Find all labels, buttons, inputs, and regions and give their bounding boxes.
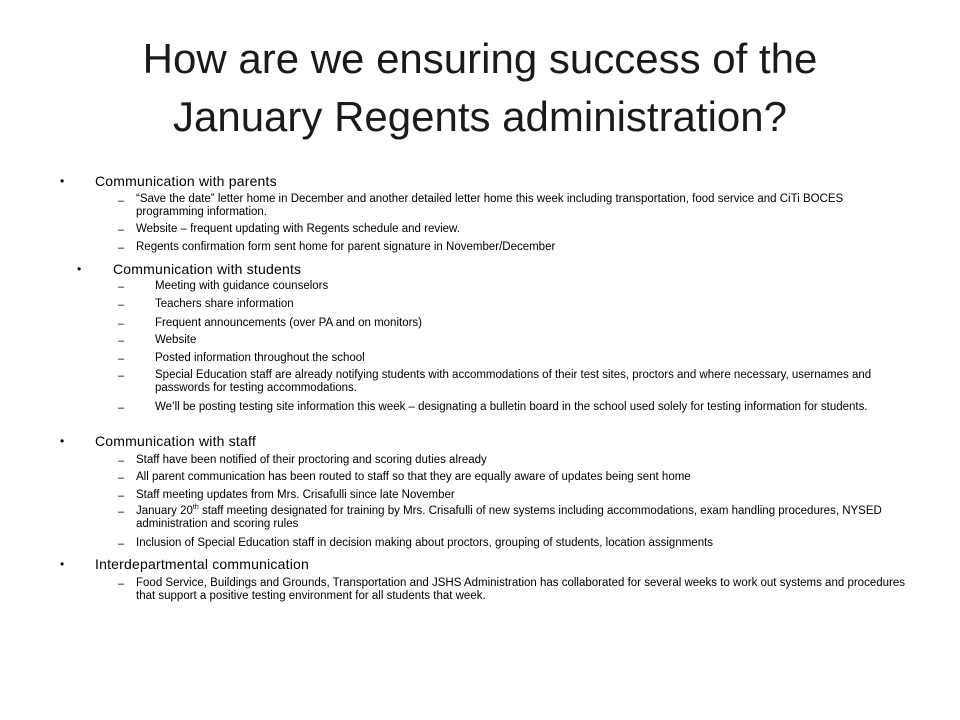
parents-item-1: “Save the date” letter home in December and another detailed letter home this week including transportation, food service and CiTi BOCES programming information.: [136, 193, 844, 218]
students-item-3: Frequent announcements (over PA and on monitors): [155, 317, 422, 329]
dash-icon: –: [118, 538, 125, 550]
parents-item-3: Regents confirmation form sent home for parent signature in November/December: [136, 241, 556, 253]
section-heading-staff: Communication with staff: [95, 433, 256, 449]
interdepartmental-item-1: Food Service, Buildings and Grounds, Transportation and JSHS Administration has collaborated for several weeks to work out systems and procedures that support a positive testing environment for all students that week.: [136, 577, 905, 602]
dash-icon: –: [118, 402, 125, 414]
staff-item-1: Staff have been notified of their proctoring and scoring duties already: [136, 454, 487, 466]
dash-icon: –: [118, 506, 125, 518]
staff-item-4: [136, 505, 906, 531]
students-item-6: Special Education staff are already notifying students with accommodations of their test sites, proctors and where necessary, usernames and passwords for testing accommodations.: [155, 369, 872, 394]
dash-icon: –: [118, 195, 125, 207]
dash-icon: –: [118, 224, 125, 236]
students-item-2: Teachers share information: [155, 298, 294, 310]
students-item-7: We’ll be posting testing site information this week – designating a bulletin board in the school used solely for testing information for students.: [155, 401, 868, 413]
dash-icon: –: [118, 318, 125, 330]
bullet-icon: •: [60, 174, 65, 188]
bullet-icon: •: [60, 434, 65, 448]
dash-icon: –: [118, 490, 125, 502]
staff-item-2: All parent communication has been routed to staff so that they are equally aware of updates being sent home: [136, 471, 691, 483]
staff-item-5: Inclusion of Special Education staff in decision making about proctors, grouping of students, location assignments: [136, 537, 714, 549]
dash-icon: –: [118, 299, 125, 311]
dash-icon: –: [118, 353, 125, 365]
dash-icon: –: [118, 455, 125, 467]
section-heading-students: Communication with students: [113, 261, 302, 277]
dash-icon: –: [118, 578, 125, 590]
dash-icon: –: [118, 242, 125, 254]
section-heading-interdepartmental: Interdepartmental communication: [95, 556, 309, 572]
slide-title: [60, 30, 900, 146]
dash-icon: –: [118, 370, 125, 382]
dash-icon: –: [118, 281, 125, 293]
bullet-icon: •: [60, 557, 65, 571]
parents-item-2: Website – frequent updating with Regents schedule and review.: [136, 223, 460, 235]
dash-icon: –: [118, 472, 125, 484]
bullet-icon: •: [77, 262, 82, 276]
students-item-5: Posted information throughout the school: [155, 352, 365, 364]
staff-item-4-post: staff meeting designated for training by Mrs. Crisafulli of new systems including accommodations, exam handling procedures, NYSED administration and scoring rules: [136, 505, 882, 530]
students-item-4: Website: [155, 334, 197, 346]
students-item-1: Meeting with guidance counselors: [155, 280, 329, 292]
title-line-2: January Regents administration?: [172, 93, 787, 140]
section-heading-parents: Communication with parents: [95, 173, 277, 189]
title-line-1: How are we ensuring success of the: [142, 35, 818, 82]
staff-item-3: Staff meeting updates from Mrs. Crisafulli since late November: [136, 489, 455, 501]
staff-item-4-pre: January 20: [136, 505, 193, 517]
dash-icon: –: [118, 335, 125, 347]
staff-item-4-sup: th: [192, 504, 199, 512]
